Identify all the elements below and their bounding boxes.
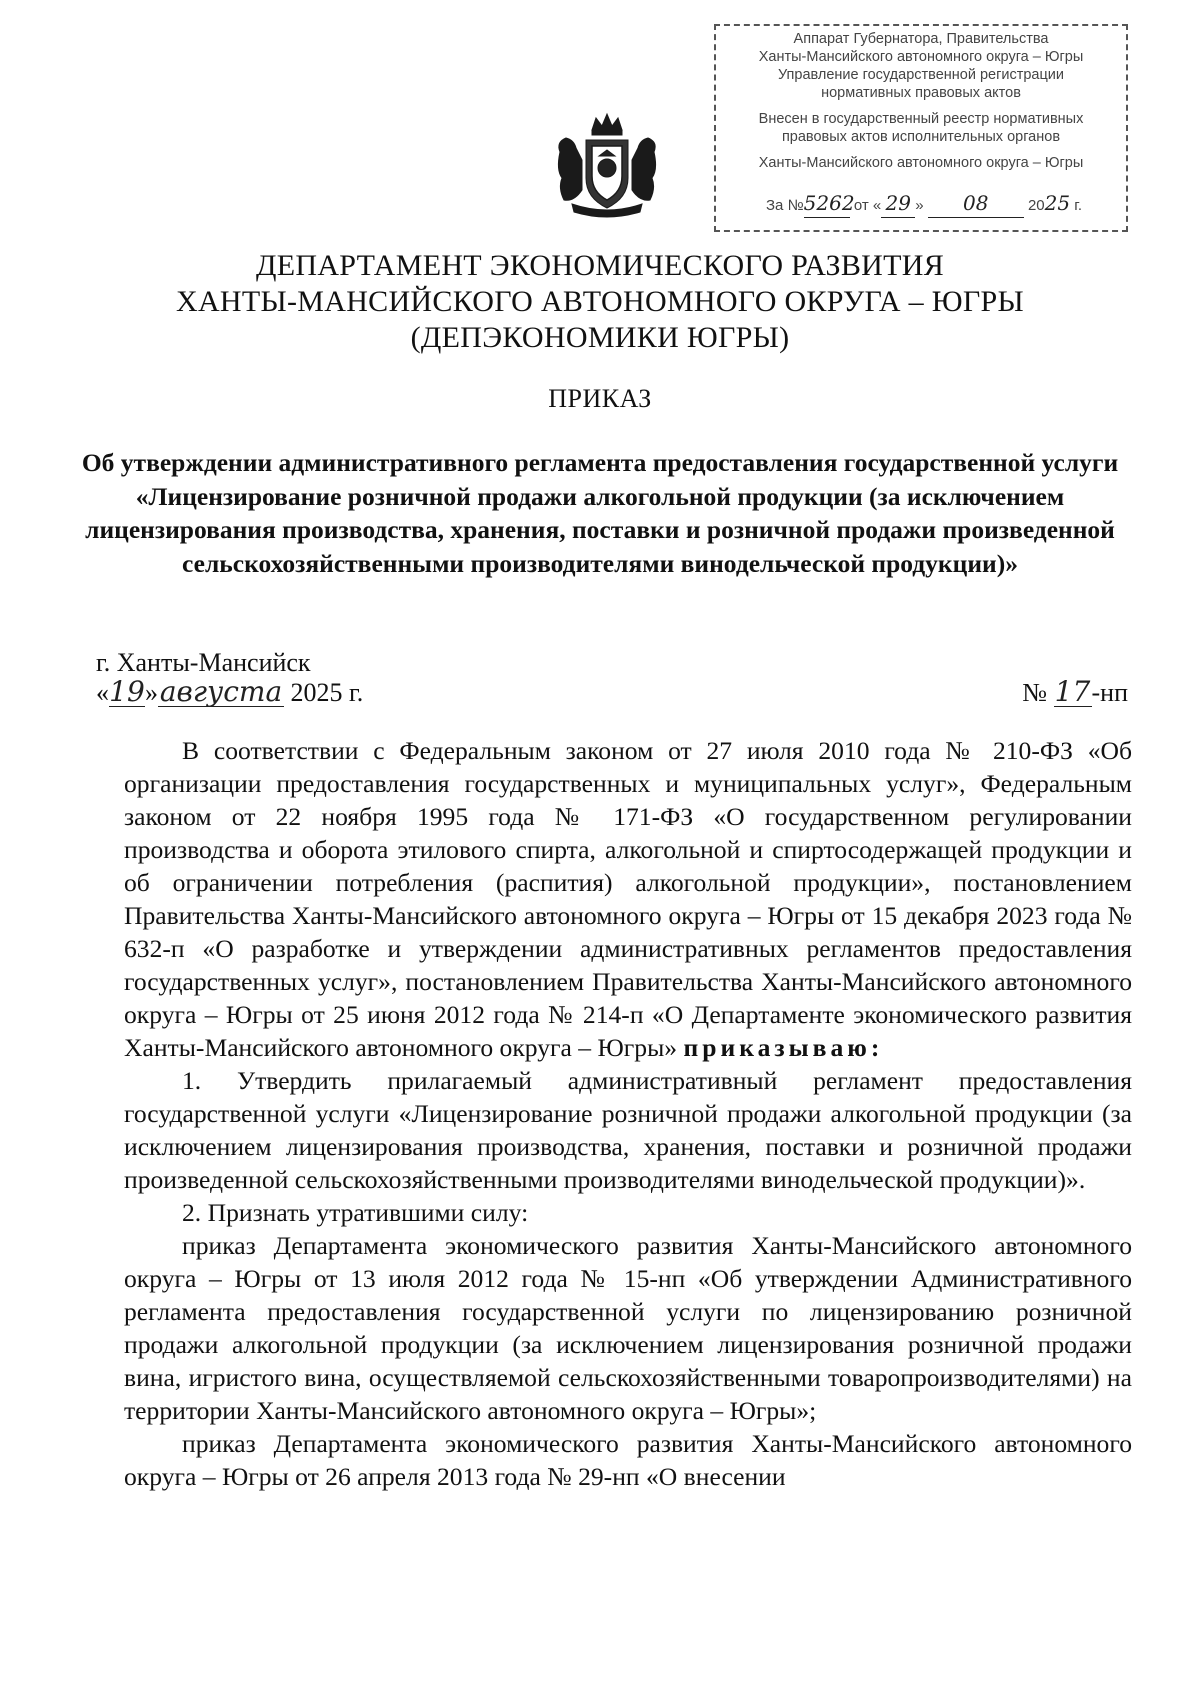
header-line: ХАНТЫ-МАНСИЙСКОГО АВТОНОМНОГО ОКРУГА – ЮГРЫ (175, 285, 1024, 318)
stamp-line: Управление государственной регистрации (777, 67, 1065, 83)
date-close-quote: » (145, 678, 158, 707)
stamp-reg-year: 25 (1044, 191, 1071, 215)
order-body (124, 734, 1132, 1493)
number-suffix: -нп (1091, 678, 1128, 707)
stamp-reg-prefix: За № (766, 197, 804, 214)
department-header (0, 248, 1200, 356)
stamp-line: Аппарат Губернатора, Правительства (793, 31, 1049, 47)
stamp-line: Ханты-Мансийского автономного округа – Югры (758, 49, 1084, 65)
coat-of-arms-emblem (552, 112, 662, 218)
intro-text: В соответствии с Федеральным законом от 27 июля 2010 года № 210-ФЗ «Об организации предоставления государственных и муниципальных услуг», Федеральным законом от 22 ноября 1995 года № 171-ФЗ «О государственном регулировании производства и оборота этилового спирта, алкогольной и спиртосодержащей продукции и об ограничении потребления (распития) алкогольной продукции», постановлением Правительства Ханты-Мансийского автономного округа – Югры от 15 декабря 2023 года № 632-п «О разработке и утверждении административных регламентов предоставления государственных услуг», постановлением Правительства Ханты-Мансийского автономного округа – Югры от 25 июня 2012 года № 214-п «О Департаменте экономического развития Ханты-Мансийского автономного округа – Югры» (124, 736, 1132, 1062)
stamp-reg-day: 29 (881, 189, 915, 218)
order-word: приказываю: (683, 1033, 884, 1062)
stamp-reg-suffix: г. (1074, 197, 1083, 214)
order-title: ПРИКАЗ (548, 384, 652, 413)
stamp-reg-number: 5262 (804, 189, 850, 218)
body-paragraph-item2a: приказ Департамента экономического развития Ханты-Мансийского автономного округа – Югры от 13 июля 2012 года № 15-нп «Об утверждении Административного регламента предоставления государственной услуги по лицензированию розничной продажи алкогольной продукции (за исключением лицензирования розничной продажи вина, игристого вина, осуществляемой сельскохозяйственными товаропроизводителями) на территории Ханты-Мансийского автономного округа – Югры»; (124, 1231, 1132, 1425)
date-month: августа (159, 675, 283, 708)
header-line: ДЕПАРТАМЕНТ ЭКОНОМИЧЕСКОГО РАЗВИТИЯ (255, 249, 945, 282)
order-number (1022, 675, 1128, 708)
order-date (96, 675, 364, 708)
stamp-reg-from: от « (853, 197, 882, 214)
order-subject: Об утверждении административного регламента предоставления государственной услуги «Лицензирование розничной продажи алкогольной продукции (за исключением лицензирования производства, хранения, поставки и розничной продажи произведенной сельскохозяйственными производителями винодельческой продукции)» (81, 448, 1119, 578)
stamp-region-line: Ханты-Мансийского автономного округа – Югры (758, 155, 1084, 171)
stamp-registry-line: Внесен в государственный реестр нормативных (758, 111, 1084, 127)
stamp-reg-year-prefix: 20 (1027, 197, 1045, 214)
number-prefix: № (1022, 678, 1047, 707)
body-paragraph-item2: 2. Признать утратившими силу: (182, 1198, 529, 1227)
body-paragraph-item2b: приказ Департамента экономического развития Ханты-Мансийского автономного округа – Югры от 26 апреля 2013 года № 29-нп «О внесении (124, 1429, 1132, 1491)
body-paragraph-intro (124, 734, 1132, 1064)
date-day: 19 (109, 675, 145, 708)
stamp-line: нормативных правовых актов (821, 85, 1021, 101)
body-paragraph-item1: 1. Утвердить прилагаемый административный регламент предоставления государственной услуги «Лицензирование розничной продажи алкогольной продукции (за исключением лицензирования производства, хранения, поставки и розничной продажи произведенной сельскохозяйственными производителями винодельческой продукции)». (124, 1066, 1132, 1194)
stamp-registration-number: За №5262 от « 29 » 08 2025 г. (766, 189, 1106, 218)
number-value: 17 (1054, 675, 1091, 708)
header-line: (ДЕПЭКОНОМИКИ ЮГРЫ) (410, 321, 790, 354)
date-open-quote: « (96, 678, 109, 707)
registration-stamp (714, 24, 1128, 232)
stamp-registry-line: правовых актов исполнительных органов (781, 129, 1061, 145)
date-year: 2025 г. (290, 678, 364, 707)
city-line: г. Ханты-Мансийск (96, 648, 311, 677)
stamp-reg-month: 08 (928, 189, 1024, 218)
